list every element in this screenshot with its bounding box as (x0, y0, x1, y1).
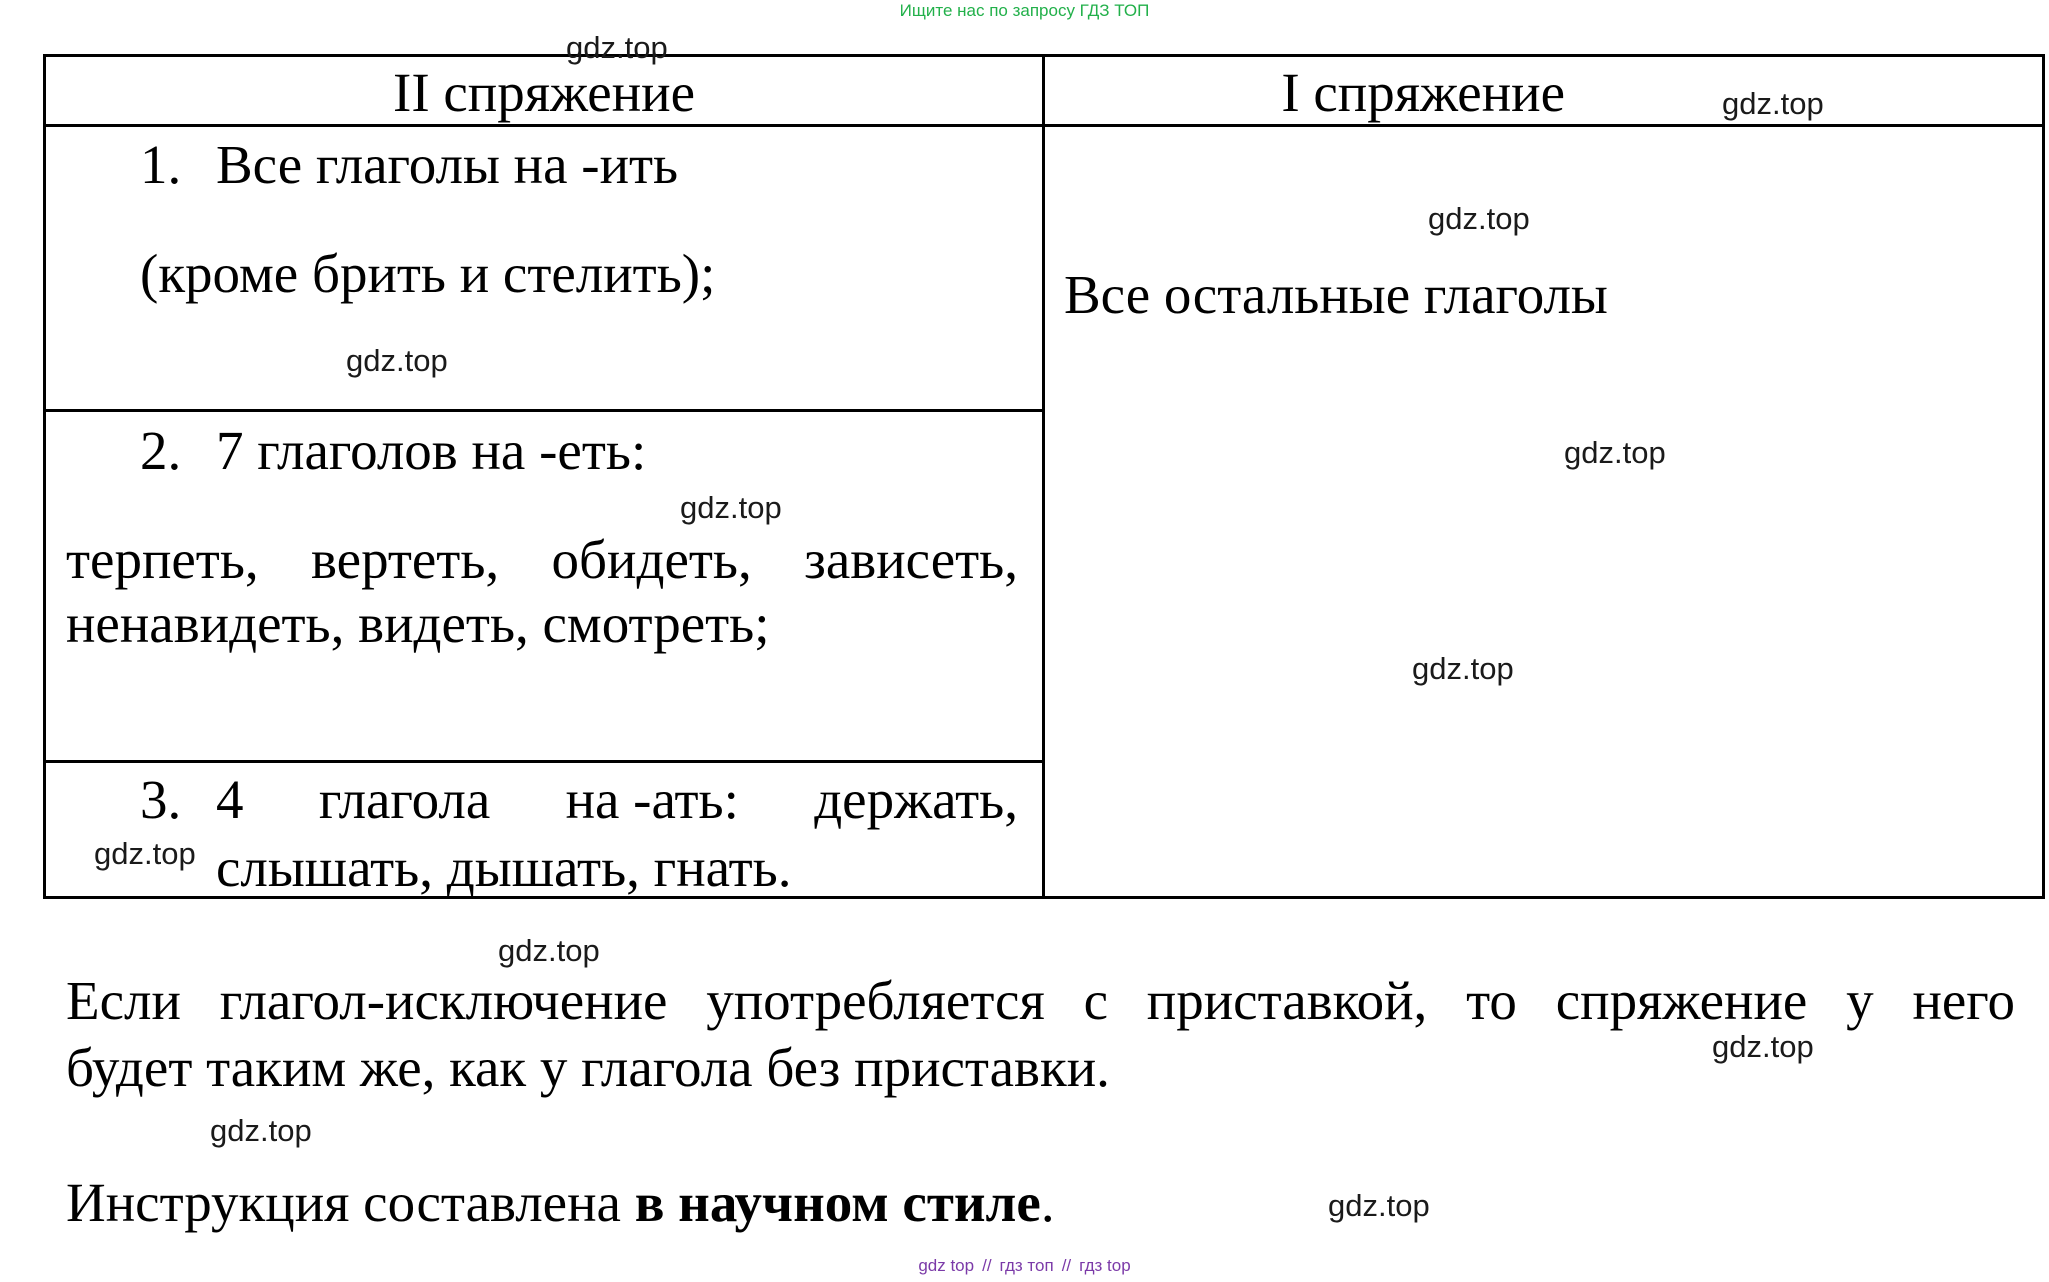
paragraph-word: с (1083, 970, 1108, 1031)
row1-line1: Все глаголы на -ить (216, 134, 679, 195)
right-cell-text: Все остальные глаголы (1064, 264, 1608, 325)
paragraph-word: него (1912, 970, 2015, 1031)
row3-word: 4 (216, 769, 244, 830)
paragraph-word: спряжение (1555, 970, 1808, 1031)
header-second-conjugation: II спряжение (393, 62, 695, 123)
paragraph2-text: Инструкция составлена (66, 1172, 635, 1233)
verb-word: зависеть, (804, 529, 1018, 590)
footer-separator: // (1061, 1256, 1072, 1275)
paragraph2 (66, 1172, 1055, 1233)
table-row-divider-2 (43, 760, 1045, 763)
watermark-text: gdz.top (566, 30, 668, 65)
paragraph1-line1 (66, 970, 2015, 1031)
row1-line2: (кроме брить и стелить); (140, 243, 716, 304)
watermark-text: gdz.top (1712, 1029, 1814, 1064)
footer-link-gdz-top[interactable]: gdz top (918, 1256, 975, 1275)
watermark-text: gdz.top (498, 933, 600, 968)
paragraph2-bold-text: в научном стиле (634, 1172, 1041, 1233)
row2-verb-list-line (66, 529, 1018, 590)
paragraph-word: Если (66, 970, 181, 1031)
row3-number: 3. (140, 769, 182, 830)
footer-links (0, 1256, 2049, 1276)
row3-word: на -ать: (565, 769, 739, 830)
paragraph-word: то (1466, 970, 1517, 1031)
verb-word: обидеть, (551, 529, 752, 590)
verb-word: терпеть, (66, 529, 259, 590)
row2-number: 2. (140, 420, 182, 481)
paragraph-word: глагол-исключение (219, 970, 668, 1031)
footer-separator: // (982, 1256, 992, 1275)
paragraph1-line2: будет таким же, как у глагола без приставки. (66, 1037, 1110, 1098)
watermark-text: gdz.top (1412, 651, 1514, 686)
footer-link-gdz-top-mixed[interactable]: гдз top (1079, 1256, 1131, 1275)
row3-word: глагола (318, 769, 491, 830)
watermark-text: gdz.top (1564, 435, 1666, 470)
verb-word: вертеть, (311, 529, 500, 590)
watermark-text: gdz.top (346, 343, 448, 378)
row2-line3: ненавидеть, видеть, смотреть; (66, 593, 770, 654)
watermark-text: gdz.top (210, 1113, 312, 1148)
top-search-banner[interactable]: Ищите нас по запросу ГДЗ ТОП (899, 1, 1150, 20)
row1-number: 1. (140, 134, 182, 195)
paragraph-word: у (1846, 970, 1874, 1031)
table-column-divider (1042, 54, 1045, 899)
footer-link-gdz-top-ru[interactable]: гдз топ (999, 1256, 1054, 1275)
row2-line1: 7 глаголов на -еть: (216, 420, 647, 481)
paragraph-word: приставкой, (1146, 970, 1428, 1031)
header-first-conjugation: I спряжение (1281, 62, 1565, 123)
watermark-text: gdz.top (1428, 201, 1530, 236)
watermark-text: gdz.top (1328, 1188, 1430, 1223)
row3-line2: слышать, дышать, гнать. (216, 837, 792, 898)
row3-line1 (216, 769, 1018, 830)
watermark-text: gdz.top (1722, 86, 1824, 121)
paragraph2-period: . (1040, 1172, 1055, 1233)
paragraph-word: употребляется (706, 970, 1045, 1031)
watermark-text: gdz.top (94, 836, 196, 871)
row3-word: держать, (814, 769, 1018, 830)
table-row-divider-1 (43, 409, 1045, 412)
watermark-text: gdz.top (680, 490, 782, 525)
